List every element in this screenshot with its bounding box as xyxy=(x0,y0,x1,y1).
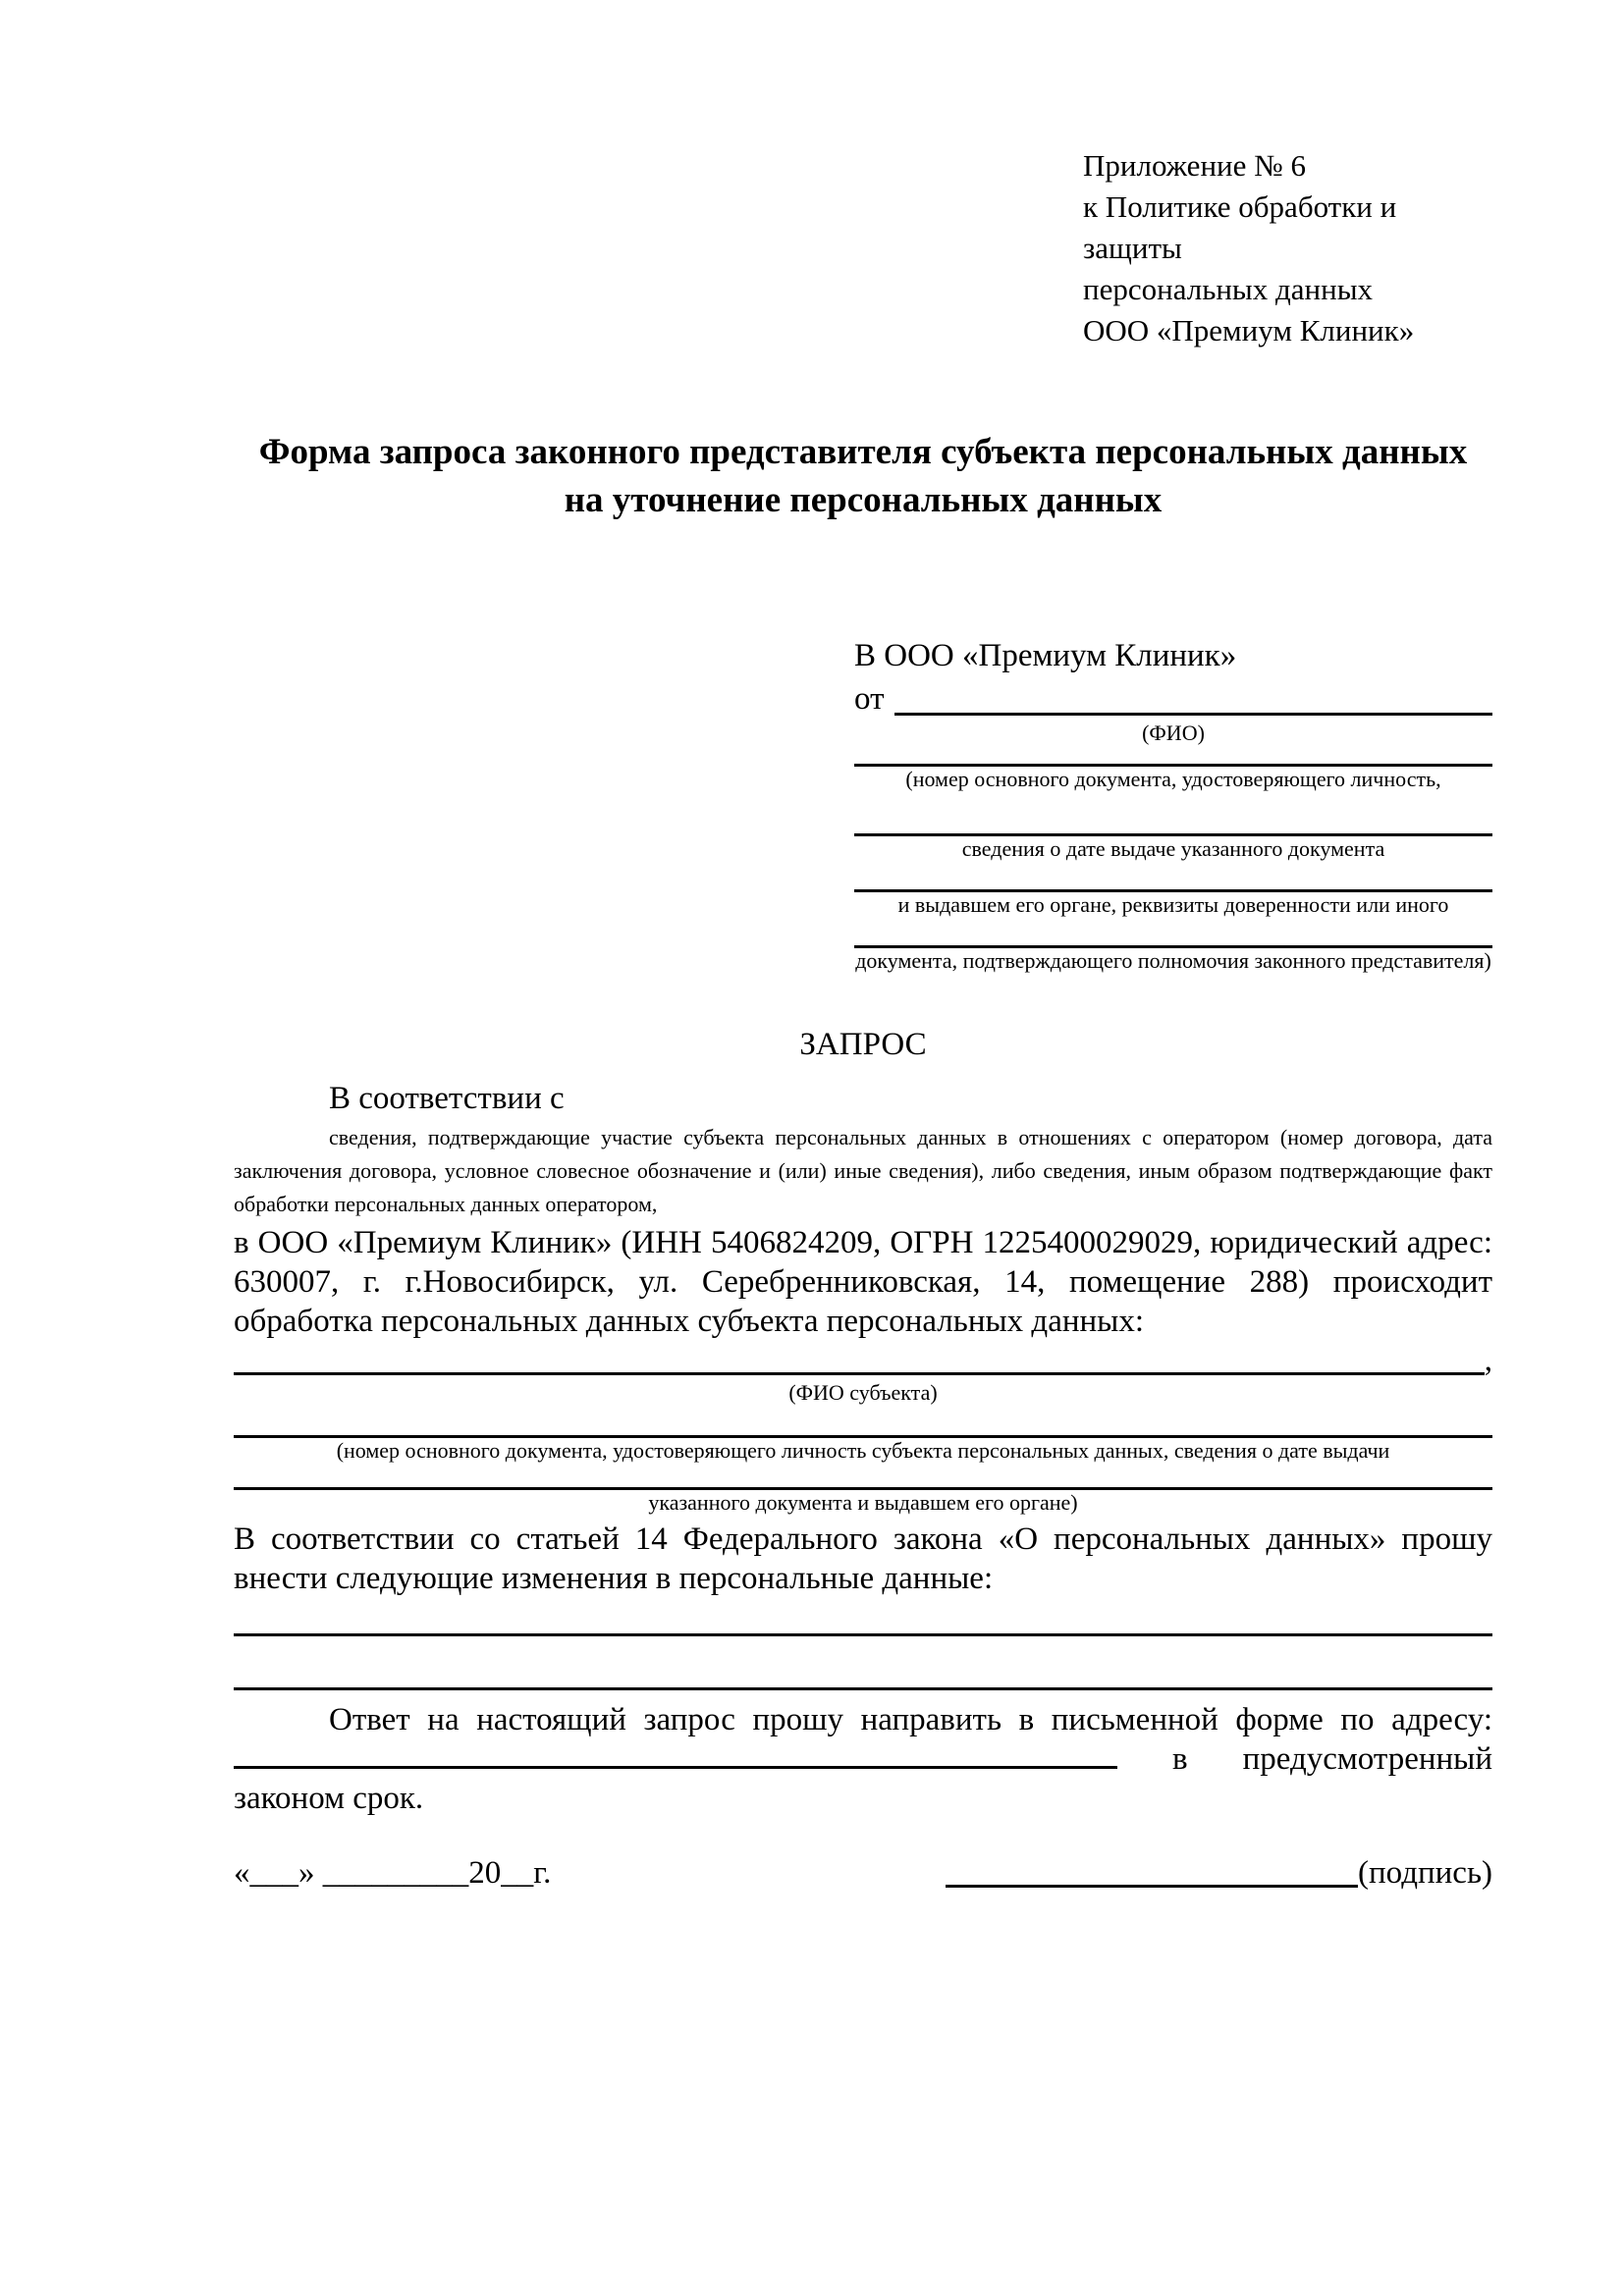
addressee-caption: документа, подтверждающего полномочия законного представителя) xyxy=(855,948,1491,973)
operator-paragraph: в ООО «Премиум Клиник» (ИНН 5406824209, ОГРН 1225400029029, юридический адрес: 630007, г. г.Новосибирск, ул. Серебренниковская, 14, помещение 288) происходит обработка персональных данных субъекта персональных данных: xyxy=(234,1225,1492,1339)
date-signature-row xyxy=(234,1853,1492,1893)
addressee-caption: и выдавшем его органе, реквизиты доверенности или иного xyxy=(897,892,1449,917)
address-blank-line xyxy=(234,1762,1117,1769)
from-blank-line xyxy=(894,713,1493,716)
blank-line xyxy=(234,1633,1492,1636)
addressee-caption: сведения о дате выдаче указанного документа xyxy=(961,836,1385,861)
addressee-block xyxy=(854,634,1492,974)
document-title-line-1: Форма запроса законного представителя субъекта персональных данных xyxy=(258,432,1468,472)
date-line: «___» _________20__г. xyxy=(234,1855,552,1891)
from-row xyxy=(854,677,1492,721)
addressee-caption: (номер основного документа, удостоверяющего личность, xyxy=(905,767,1441,791)
signature-blank-line xyxy=(946,1885,1358,1888)
request-heading: ЗАПРОС xyxy=(799,1027,927,1062)
appendix-header-line: ООО «Премиум Клиник» xyxy=(1083,313,1415,347)
addressee-to: В ООО «Премиум Клиник» xyxy=(854,638,1237,673)
answer-suffix: в предусмотренный законом срок. xyxy=(234,1741,1492,1816)
appendix-header xyxy=(1083,0,1492,351)
document-title xyxy=(234,428,1492,524)
subject-fio-caption: (ФИО субъекта) xyxy=(788,1380,938,1405)
subject-fio-row xyxy=(234,1341,1492,1380)
fio-caption: (ФИО) xyxy=(1142,721,1205,745)
appendix-header-line: к Политике обработки и защиты xyxy=(1083,189,1397,265)
answer-paragraph xyxy=(234,1700,1492,1818)
answer-text: Ответ на настоящий запрос прошу направить в письменной форме по адресу: xyxy=(329,1702,1492,1737)
intro-prefix: В соответствии с xyxy=(329,1081,565,1116)
intro-caption: сведения, подтверждающие участие субъекта персональных данных в отношениях с оператором (номер договора, дата заключения договора, условное словесное обозначение и (или) иные сведения), либо сведения, иным образом подтверждающие факт обработки персональных данных оператором, xyxy=(234,1125,1492,1216)
document-caption-1: (номер основного документа, удостоверяющего личность субъекта персональных данных, сведения о дате выдачи xyxy=(336,1438,1390,1463)
appendix-header-line: Приложение № 6 xyxy=(1083,148,1306,183)
document-caption-2: указанного документа и выдавшем его органе) xyxy=(648,1490,1078,1515)
subject-fio-blank-line xyxy=(234,1372,1485,1375)
blank-line xyxy=(234,1687,1492,1690)
intro-row xyxy=(234,1077,1492,1121)
from-label: от xyxy=(854,681,885,717)
signature-caption: (подпись) xyxy=(1358,1855,1492,1891)
appendix-header-line: персональных данных xyxy=(1083,272,1374,306)
law-paragraph: В соответствии со статьей 14 Федерального закона «О персональных данных» прошу внести следующие изменения в персональные данные: xyxy=(234,1522,1492,1596)
signature-area xyxy=(946,1853,1492,1893)
fio-line-comma: , xyxy=(1484,1343,1492,1378)
document-title-line-2: на уточнение персональных данных xyxy=(564,480,1163,520)
